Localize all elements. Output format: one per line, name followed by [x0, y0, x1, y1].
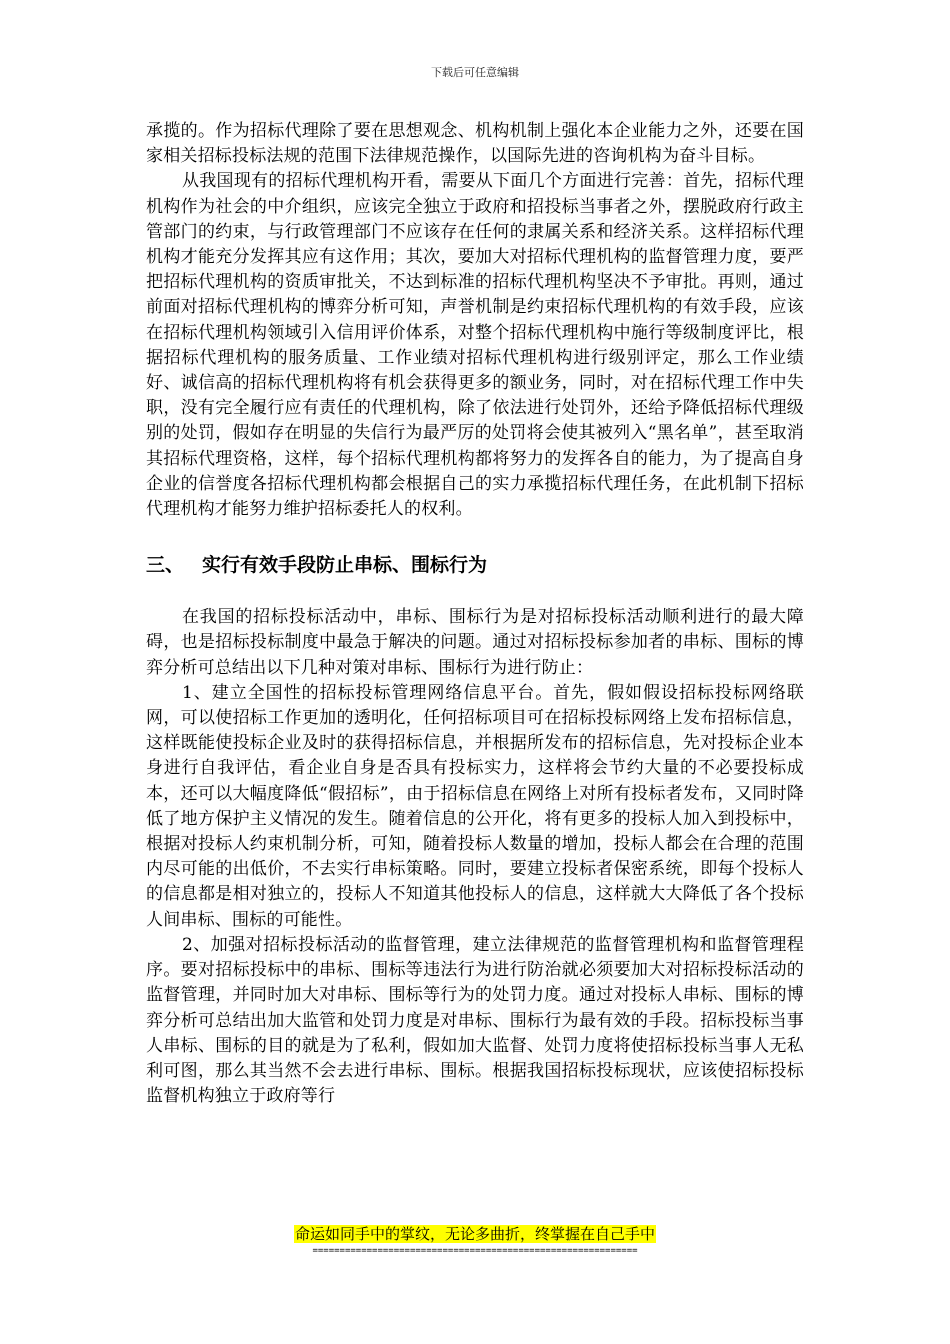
- section-spacer: [146, 579, 804, 605]
- section-heading: [146, 551, 804, 579]
- page-header-note: 下载后可任意编辑: [431, 66, 519, 79]
- section-title: 实行有效手段防止串标、围标行为: [202, 554, 488, 577]
- footer-motto: [0, 1224, 950, 1244]
- footer-motto-text: 命运如同手中的掌纹，无论多曲折，终掌握在自己手中: [294, 1225, 655, 1243]
- paragraph-measure-1: 1、建立全国性的招标投标管理网络信息平台。首先，假如假设招标投标网络联网，可以使招标工作更加的透明化，任何招标项目可在招标投标网络上发布招标信息，这样既能使投标企业及时的获得招标信息，并根据所发布的招标信息，先对投标企业本身进行自我评估，看企业自身是否具有投标实力，这样将会节约大量的不必要投标成本，还可以大幅度降低“假招标”，由于招标信息在网络上对所有投标者发布，又同时降低了地方保护主义情况的发生。随着信息的公开化，将有更多的投标人加入到投标中，根据对投标人约束机制分析，可知，随着投标人数量的增加，投标人都会在合理的范围内尽可能的出低价，不去实行串标策略。同时，要建立投标者保密系统，即每个投标人的信息都是相对独立的，投标人不知道其他投标人的信息，这样就大大降低了各个投标人间串标、围标的可能性。: [146, 682, 804, 930]
- document-body: [146, 119, 804, 1109]
- paragraph-continuation: 承揽的。作为招标代理除了要在思想观念、机构机制上强化本企业能力之外，还要在国家相关招标投标法规的范围下法律规范操作，以国际先进的咨询机构为奋斗目标。: [146, 121, 804, 167]
- paragraph-agency-improvement: 从我国现有的招标代理机构开看，需要从下面几个方面进行完善：首先，招标代理机构作为社会的中介组织，应该完全独立于政府和招投标当事者之外，摆脱政府行政主管部门的约束，与行政管理部门不应该存在任何的隶属关系和经济关系。这样招标代理机构才能充分发挥其应有这作用；其次，要加大对招标代理机构的监督管理力度，要严把招标代理机构的资质审批关，不达到标准的招标代理机构坚决不予审批。再则，通过前面对招标代理机构的博弈分析可知，声誉机制是约束招标代理机构的有效手段，应该在招标代理机构领域引入信用评价体系，对整个招标代理机构中施行等级制度评比，根据招标代理机构的服务质量、工作业绩对招标代理机构进行级别评定，那么工作业绩好、诚信高的招标代理机构将有机会获得更多的额业务，同时，对在招标代理工作中失职，没有完全履行应有责任的代理机构，除了依法进行处罚外，还给予降低招标代理级别的处罚，假如存在明显的失信行为最严厉的处罚将会使其被列入“黑名单”，甚至取消其招标代理资格，这样，每个招标代理机构都将努力的发挥各自的能力，为了提高自身企业的信誉度各招标代理机构都会根据自己的实力承揽招标代理任务，在此机制下招标代理机构才能努力维护招标委托人的权利。: [146, 171, 804, 520]
- section-number: 三、: [146, 554, 185, 577]
- paragraph-measure-2: 2、加强对招标投标活动的监督管理，建立法律规范的监督管理机构和监督管理程序。要对招标投标中的串标、围标等违法行为进行防治就必须要加大对招标投标活动的监督管理，并同时加大对串标、围标等行为的处罚力度。通过对投标人串标、围标的博弈分析可总结出加大监管和处罚力度是对串标、围标行为最有效的手段。招标投标当事人串标、围标的目的就是为了私利，假如加大监督、处罚力度将使招标投标当事人无私利可图，那么其当然不会去进行串标、围标。根据我国招标投标现状，应该使招标投标监督机构独立于政府等行: [146, 934, 804, 1107]
- footer-rule: ============================================================: [312, 1246, 638, 1256]
- paragraph-section-intro: 在我国的招标投标活动中，串标、围标行为是对招标投标活动顺利进行的最大障碍，也是招标投标制度中最急于解决的问题。通过对招标投标参加者的串标、围标的博弈分析可总结出以下几种对策对串标、围标行为进行防止：: [146, 607, 804, 678]
